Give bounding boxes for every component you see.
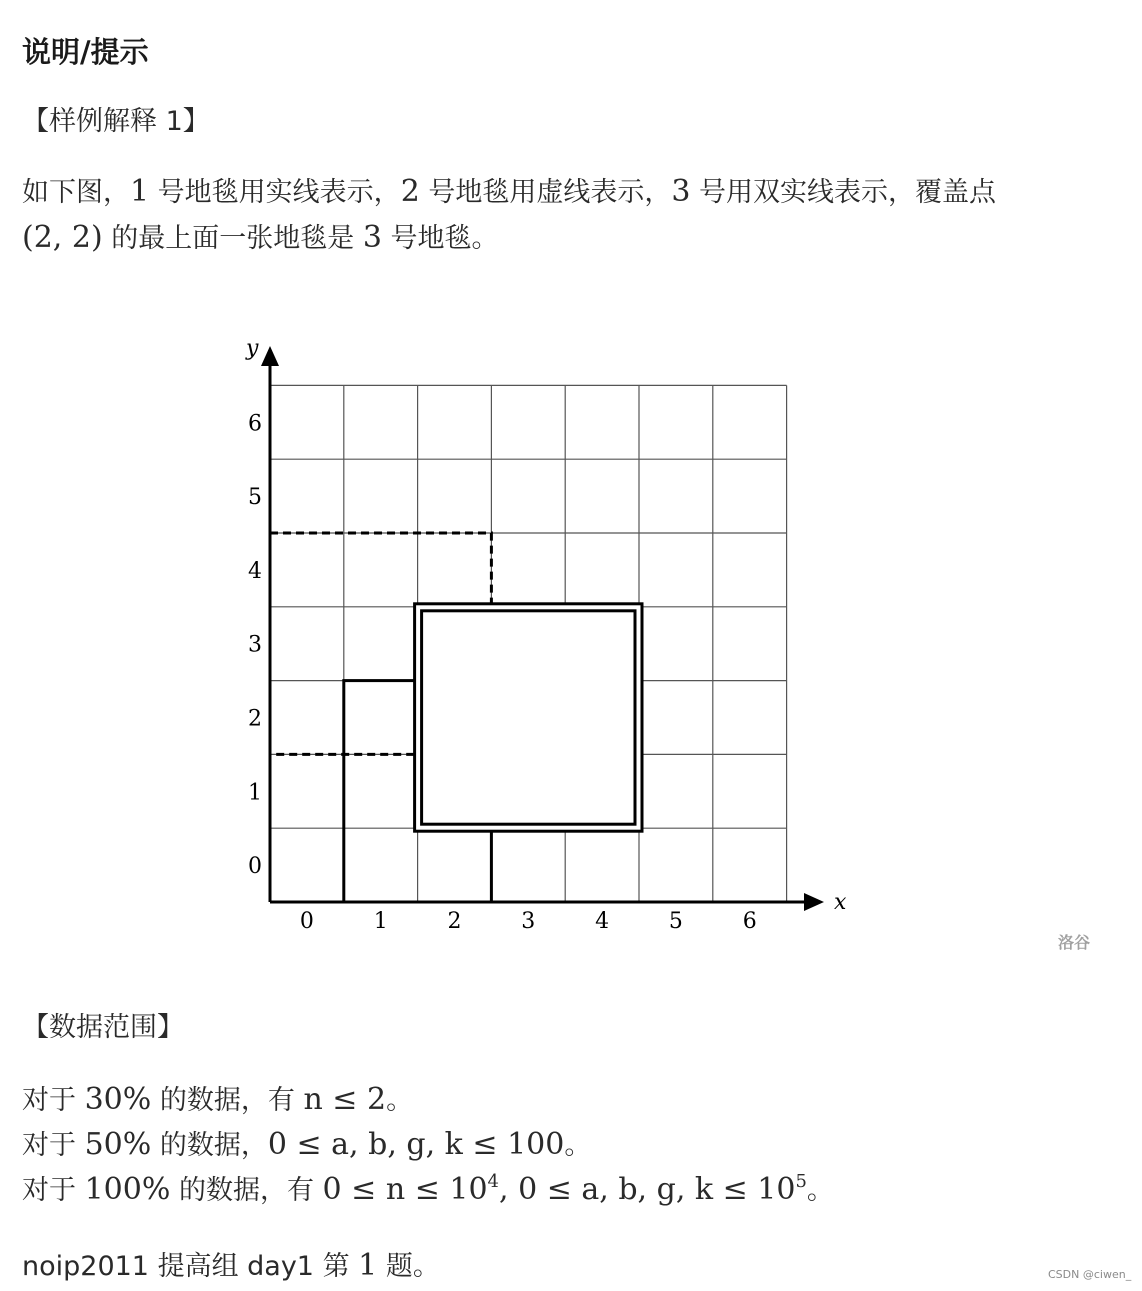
text-fragment: 号地毯用实线表示， xyxy=(149,177,401,208)
carpet-grid-figure xyxy=(230,330,870,940)
text-fragment: 对于 xyxy=(22,1175,85,1206)
text-fragment: 题。 xyxy=(377,1251,440,1282)
math-expression xyxy=(518,1172,807,1207)
x-axis-arrow xyxy=(804,893,824,911)
text-fragment: 号用双实线表示，覆盖点 xyxy=(690,177,997,208)
math-expression: n ≤ 2 xyxy=(303,1082,387,1117)
math-exponent: 5 xyxy=(795,1171,807,1192)
math-number: 1 xyxy=(130,174,150,209)
math-point: (2, 2) xyxy=(22,220,103,255)
x-tick-label: 4 xyxy=(595,909,610,934)
problem-source-footer xyxy=(22,1248,440,1285)
math-base: 0 ≤ a, b, g, k ≤ 10 xyxy=(518,1172,796,1207)
sample-explanation-line-1 xyxy=(22,174,996,211)
x-tick-labels xyxy=(300,909,757,934)
carpets xyxy=(270,533,642,902)
data-range-line-1 xyxy=(22,1082,413,1119)
y-tick-label: 5 xyxy=(248,485,262,511)
y-tick-label: 1 xyxy=(248,780,262,806)
text-fragment: noip2011 提高组 day1 第 xyxy=(22,1251,359,1282)
math-number: 3 xyxy=(671,174,691,209)
section-heading: 说明/提示 xyxy=(22,35,149,69)
y-tick-label: 3 xyxy=(248,632,262,658)
math-expression xyxy=(323,1172,499,1207)
math-number: 3 xyxy=(362,220,382,255)
carpet-3-outer-border xyxy=(415,604,642,831)
y-tick-label: 2 xyxy=(248,706,262,732)
text-fragment: 。 xyxy=(564,1130,592,1161)
text-fragment: 的最上面一张地毯是 xyxy=(102,223,363,254)
math-expression: 0 ≤ a, b, g, k ≤ 100 xyxy=(267,1127,565,1162)
text-fragment: 对于 xyxy=(22,1130,85,1161)
math-base: 0 ≤ n ≤ 10 xyxy=(322,1172,488,1207)
text-fragment: 如下图， xyxy=(22,177,130,208)
text-fragment: 的数据，有 xyxy=(151,1085,304,1116)
x-tick-label: 1 xyxy=(373,909,388,934)
y-tick-labels xyxy=(248,411,262,879)
x-tick-label: 5 xyxy=(668,909,683,934)
luogu-watermark: 洛谷 xyxy=(1058,933,1091,952)
math-exponent: 4 xyxy=(487,1171,499,1192)
data-range-line-3 xyxy=(22,1172,834,1209)
x-tick-label: 3 xyxy=(521,909,536,934)
math-percent: 30% xyxy=(84,1082,152,1117)
text-fragment: 。 xyxy=(386,1085,414,1116)
math-percent: 100% xyxy=(84,1172,171,1207)
data-range-label: 【数据范围】 xyxy=(22,1012,184,1043)
x-tick-label: 6 xyxy=(742,909,757,934)
math-percent: 50% xyxy=(84,1127,152,1162)
y-tick-label: 0 xyxy=(248,854,262,880)
text-fragment: 的数据， xyxy=(151,1130,268,1161)
x-tick-label: 2 xyxy=(447,909,462,934)
y-axis-arrow xyxy=(261,346,279,366)
text-fragment: 号地毯用虚线表示， xyxy=(419,177,672,208)
x-axis-label: x xyxy=(834,890,847,915)
math-separator: , xyxy=(499,1172,519,1207)
math-number: 1 xyxy=(358,1248,378,1283)
text-fragment: 对于 xyxy=(22,1085,85,1116)
text-fragment: 。 xyxy=(806,1175,834,1206)
sample-explanation-label: 【样例解释 1】 xyxy=(22,106,210,137)
x-tick-label: 0 xyxy=(299,909,314,934)
y-tick-label: 6 xyxy=(248,411,262,437)
math-number: 2 xyxy=(400,174,420,209)
y-tick-label: 4 xyxy=(248,558,262,584)
text-fragment: 号地毯。 xyxy=(381,223,499,254)
data-range-line-2 xyxy=(22,1127,591,1164)
csdn-watermark: CSDN @ciwen_ xyxy=(1048,1268,1132,1281)
sample-explanation-line-2 xyxy=(22,220,499,257)
y-axis-label: y xyxy=(246,336,259,361)
text-fragment: 的数据，有 xyxy=(170,1175,323,1206)
